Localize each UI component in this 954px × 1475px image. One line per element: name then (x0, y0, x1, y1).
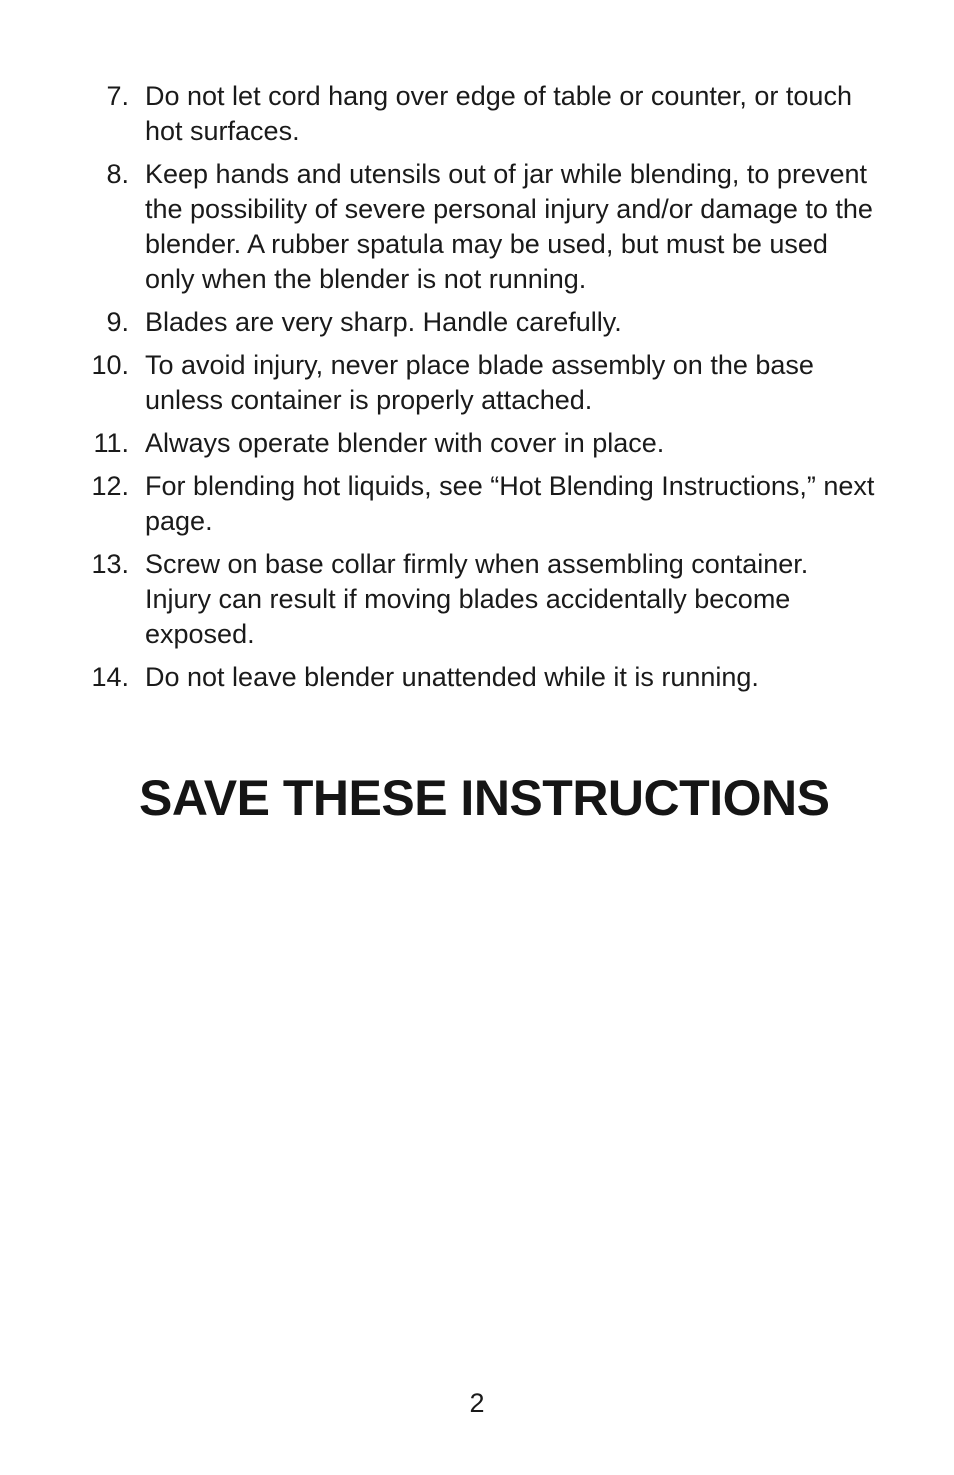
item-text: To avoid injury, never place blade assembly on the base unless container is properly attached. (145, 350, 814, 415)
item-text: Always operate blender with cover in place. (145, 428, 665, 458)
item-number: 14. (91, 662, 129, 692)
item-number: 11. (93, 428, 129, 458)
item-number: 7. (106, 81, 129, 111)
item-text: Blades are very sharp. Handle carefully. (145, 307, 622, 337)
page-number: 2 (469, 1388, 485, 1418)
item-number: 9. (106, 307, 129, 337)
item-text: Keep hands and utensils out of jar while blending, to prevent the possibility of severe personal injury and/or damage to the blender. A rubber spatula may be used, but must be used only when the blender is not running. (145, 159, 873, 294)
safety-instruction-list (88, 79, 878, 703)
list-item (88, 660, 878, 695)
list-item (88, 547, 878, 652)
item-number: 13. (91, 549, 129, 579)
list-item (88, 426, 878, 461)
list-item (88, 79, 878, 149)
item-text: Screw on base collar firmly when assembling container. Injury can result if moving blades accidentally become exposed. (145, 549, 809, 649)
list-item (88, 348, 878, 418)
list-item (88, 305, 878, 340)
item-number: 8. (106, 159, 129, 189)
page-heading: SAVE THESE INSTRUCTIONS (139, 770, 830, 826)
list-item (88, 157, 878, 297)
item-number: 10. (91, 350, 129, 380)
list-item (88, 469, 878, 539)
item-number: 12. (91, 471, 129, 501)
item-text: For blending hot liquids, see “Hot Blending Instructions,” next page. (145, 471, 875, 536)
item-text: Do not let cord hang over edge of table or counter, or touch hot surfaces. (145, 81, 852, 146)
item-text: Do not leave blender unattended while it is running. (145, 662, 759, 692)
